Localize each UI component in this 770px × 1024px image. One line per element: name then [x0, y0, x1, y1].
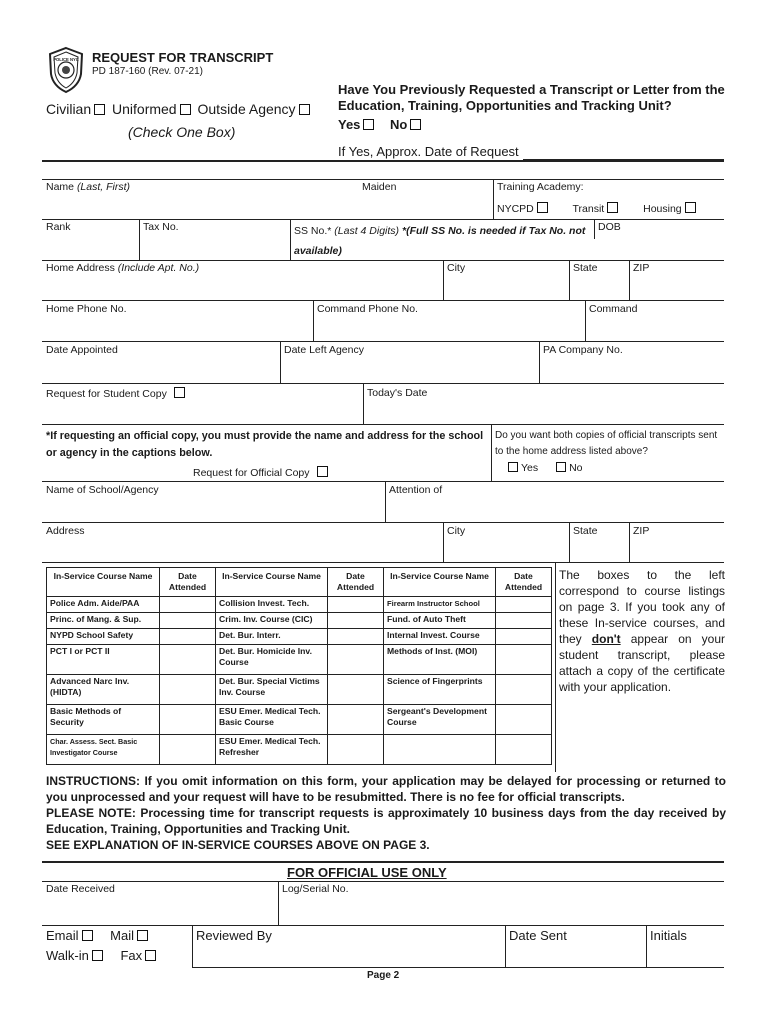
both-copies-no-checkbox[interactable] — [556, 462, 566, 472]
date-attended-input[interactable] — [496, 597, 552, 613]
page-number: Page 2 — [367, 970, 400, 981]
date-attended-input[interactable] — [328, 629, 384, 645]
table-row: NYPD School Safety Det. Bur. Interr. Internal Invest. Course — [47, 629, 552, 645]
initials-label: Initials — [650, 928, 687, 943]
previous-yes-checkbox[interactable] — [363, 119, 374, 130]
nycpd-checkbox[interactable] — [537, 202, 548, 213]
email-checkbox[interactable] — [82, 930, 93, 941]
date-attended-input[interactable] — [328, 645, 384, 675]
date-attended-input[interactable] — [160, 629, 216, 645]
previous-request-question: Have You Previously Requested a Transcript or Letter from the Education, Training, Opportunities and Tracking Unit? — [338, 82, 725, 113]
command-phone-label: Command Phone No. — [317, 303, 418, 315]
processing-note: PLEASE NOTE: Processing time for transcript requests is approximately 10 business days from the day received by Education, Training, Opportunities and Tracking Unit. — [46, 806, 726, 836]
date-left-label: Date Left Agency — [284, 344, 364, 356]
see-explanation-note: SEE EXPLANATION OF IN-SERVICE COURSES ABOVE ON PAGE 3. — [46, 838, 430, 852]
date-attended-input[interactable] — [328, 735, 384, 765]
receipt-method-row-2: Walk-in Fax — [46, 948, 159, 963]
form-number: PD 187-160 (Rev. 07-21) — [92, 66, 203, 77]
date-attended-input[interactable] — [496, 705, 552, 735]
table-row: Basic Methods of Security ESU Emer. Medical Tech. Basic Course Sergeant's Development Course — [47, 705, 552, 735]
student-copy-checkbox[interactable] — [174, 387, 185, 398]
course-side-note: The boxes to the left correspond to course listings on page 3. If you took any of these In-service courses, and they don't appear on your student transcript, please attach a copy of the certificate with your application. — [559, 568, 725, 694]
table-row: PCT I or PCT II Det. Bur. Homicide Inv. Course Methods of Inst. (MOI) — [47, 645, 552, 675]
walk-in-checkbox[interactable] — [92, 950, 103, 961]
school-name-label: Name of School/Agency — [46, 484, 159, 496]
date-received-label: Date Received — [46, 883, 115, 895]
both-copies-yes-checkbox[interactable] — [508, 462, 518, 472]
log-serial-label: Log/Serial No. — [282, 883, 349, 895]
date-attended-input[interactable] — [496, 675, 552, 705]
in-service-course-table — [46, 567, 552, 765]
date-attended-input[interactable] — [328, 597, 384, 613]
home-address-label: Home Address (Include Apt. No.) — [46, 262, 200, 274]
pa-company-label: PA Company No. — [543, 344, 623, 356]
table-header-row: In-Service Course Name Date Attended In-Service Course Name Date Attended In-Service Course Name Date Attended — [47, 568, 552, 597]
official-copy-checkbox[interactable] — [317, 466, 328, 477]
name-input[interactable] — [46, 196, 486, 216]
if-yes-date-label: If Yes, Approx. Date of Request — [338, 144, 519, 159]
academy-options: NYCPD Transit Housing — [497, 202, 699, 215]
date-attended-input[interactable] — [160, 705, 216, 735]
official-copy-note: *If requesting an official copy, you must provide the name and address for the school or agency in the captions below. — [46, 430, 484, 459]
home-phone-label: Home Phone No. — [46, 303, 127, 315]
category-hint: (Check One Box) — [128, 124, 236, 140]
date-appointed-label: Date Appointed — [46, 344, 118, 356]
school-address-label: Address — [46, 525, 85, 537]
state-label: State — [573, 262, 598, 274]
official-copy-label: Request for Official Copy — [193, 466, 331, 479]
date-attended-input[interactable] — [160, 645, 216, 675]
attention-label: Attention of — [389, 484, 443, 496]
command-label: Command — [589, 303, 638, 315]
todays-date-label: Today's Date — [367, 387, 428, 399]
mail-checkbox[interactable] — [137, 930, 148, 941]
rank-label: Rank — [46, 221, 71, 233]
table-row: Char. Assess. Sect. Basic Investigator Course ESU Emer. Medical Tech. Refresher — [47, 735, 552, 765]
training-academy-label: Training Academy: — [497, 181, 584, 193]
receipt-method-row-1: Email Mail — [46, 928, 151, 943]
date-attended-input[interactable] — [160, 675, 216, 705]
date-attended-input[interactable] — [328, 705, 384, 735]
previous-request-options: Yes No — [338, 117, 424, 132]
school-zip-label: ZIP — [633, 525, 650, 537]
table-row: Police Adm. Aide/PAA Collision Invest. Tech. Firearm Instructor School — [47, 597, 552, 613]
maiden-label: Maiden — [362, 181, 397, 193]
svg-text:POLICE NYC: POLICE NYC — [53, 57, 79, 62]
date-attended-input[interactable] — [328, 675, 384, 705]
dob-label: DOB — [598, 221, 621, 233]
date-attended-input[interactable] — [160, 613, 216, 629]
table-row: Advanced Narc Inv. (HIDTA) Det. Bur. Special Victims Inv. Course Science of Fingerprints — [47, 675, 552, 705]
form-title: REQUEST FOR TRANSCRIPT — [92, 50, 274, 65]
date-attended-input[interactable] — [328, 613, 384, 629]
outside-agency-checkbox[interactable] — [299, 104, 310, 115]
table-row: Princ. of Mang. & Sup. Crim. Inv. Course (CIC) Fund. of Auto Theft — [47, 613, 552, 629]
official-use-title: FOR OFFICIAL USE ONLY — [287, 865, 447, 880]
both-copies-options: Yes No — [505, 462, 583, 474]
date-attended-input[interactable] — [496, 613, 552, 629]
date-attended-input[interactable] — [160, 597, 216, 613]
date-attended-input[interactable] — [160, 735, 216, 765]
date-attended-input[interactable] — [496, 645, 552, 675]
category-row: Civilian Uniformed Outside Agency — [46, 101, 313, 117]
name-label: Name (Last, First) — [46, 181, 131, 193]
housing-checkbox[interactable] — [685, 202, 696, 213]
fax-checkbox[interactable] — [145, 950, 156, 961]
instructions-paragraph: INSTRUCTIONS: If you omit information on this form, your application may be delayed for processing or returned to you unprocessed and your request will have to be resubmitted. There is no fee for official transcripts. — [46, 774, 726, 804]
school-city-label: City — [447, 525, 466, 537]
date-sent-label: Date Sent — [509, 928, 567, 943]
nypd-seal-logo — [46, 46, 86, 94]
ss-no-label: SS No.* (Last 4 Digits) *(Full SS No. is needed if Tax No. not available) — [294, 225, 586, 257]
date-attended-input[interactable] — [496, 735, 552, 765]
transit-checkbox[interactable] — [607, 202, 618, 213]
date-attended-input[interactable] — [496, 629, 552, 645]
tax-no-label: Tax No. — [143, 221, 179, 233]
zip-label: ZIP — [633, 262, 650, 274]
reviewed-by-label: Reviewed By — [196, 928, 272, 943]
school-state-label: State — [573, 525, 598, 537]
both-copies-question: Do you want both copies of official transcripts sent to the home address listed above? — [495, 430, 718, 457]
previous-no-checkbox[interactable] — [410, 119, 421, 130]
student-copy-label: Request for Student Copy — [46, 387, 188, 400]
city-label: City — [447, 262, 466, 274]
civilian-checkbox[interactable] — [94, 104, 105, 115]
uniformed-checkbox[interactable] — [180, 104, 191, 115]
